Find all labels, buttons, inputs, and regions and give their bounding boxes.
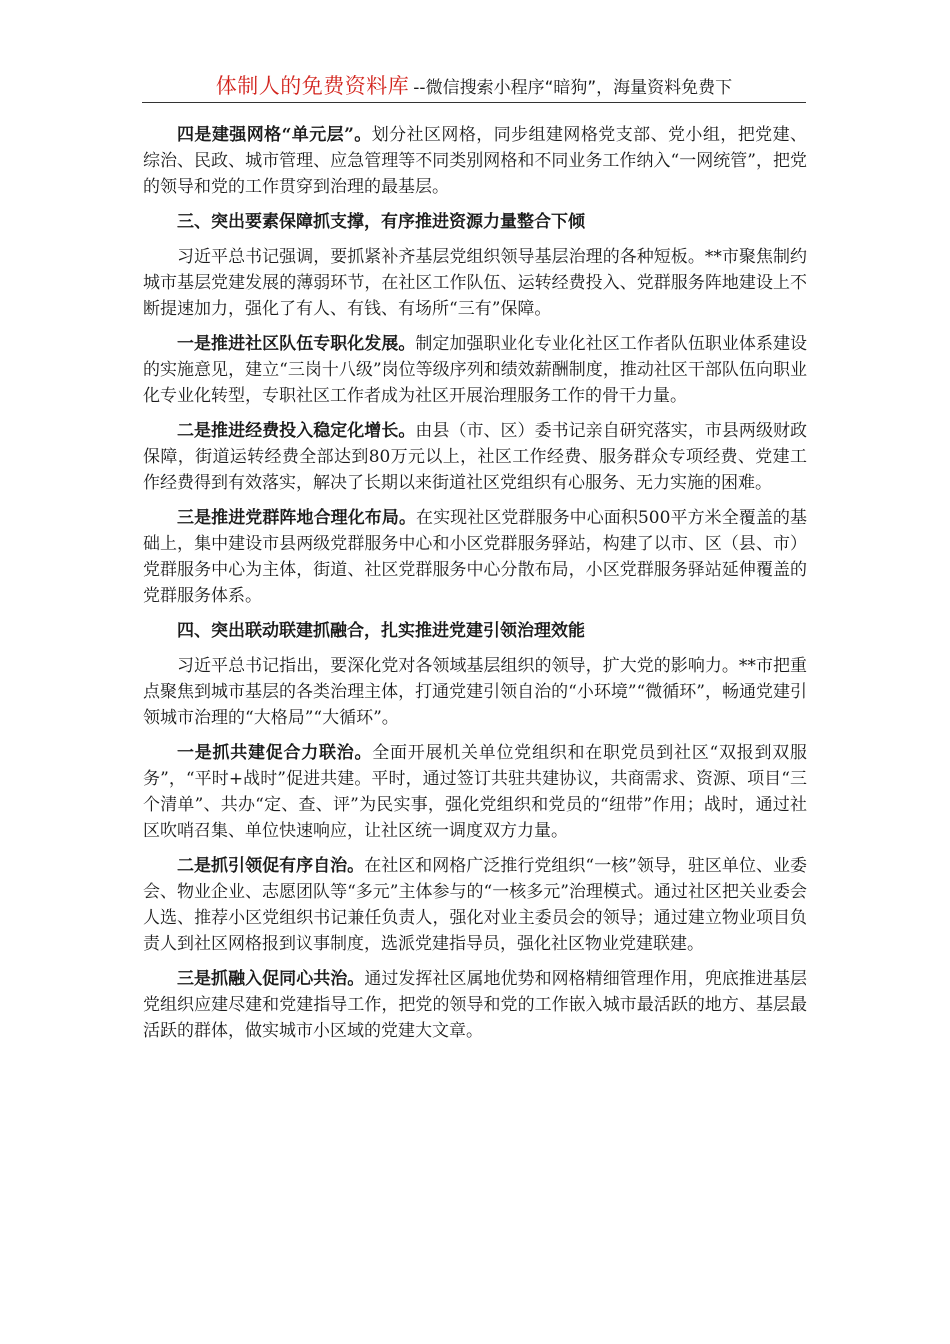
paragraph-text: 习近平总书记强调，要抓紧补齐基层党组织领导基层治理的各种短板。**市聚焦制约城市基层党建发展的薄弱环节，在社区工作队伍、运转经费投入、党群服务阵地建设上不断提速加力，强化了有人、有钱、有场所“三有”保障。 [143, 247, 807, 319]
paragraph-co-governance [143, 966, 807, 1044]
paragraph-lead: 二是推进经费投入稳定化增长。 [177, 421, 416, 441]
section-heading-3: 三、突出要素保障抓支撑，有序推进资源力量整合下倾 [177, 212, 585, 232]
paragraph-grid-unit [143, 122, 807, 200]
paragraph-intro-4 [143, 653, 807, 731]
paragraph-venues [143, 505, 807, 609]
paragraph-text: 制定加强职业化专业化社区工作者队伍职业体系建设的实施意见，建立“三岗十八级”岗位等级序列和绩效薪酬制度，推动社区干部队伍向职业化专业化转型，专职社区工作者成为社区开展治理服务工作的骨干力量。 [143, 334, 808, 406]
paragraph-text: 由县（市、区）委书记亲自研究落实，市县两级财政保障，街道运转经费全部达到80万元以上，社区工作经费、服务群众专项经费、党建工作经费得到有效落实，解决了长期以来街道社区党组织有心服务、无力实施的困难。 [143, 421, 808, 493]
paragraph-lead: 一是抓共建促合力联治。 [177, 743, 373, 763]
paragraph-lead: 四是建强网格“单元层”。 [177, 125, 372, 145]
paragraph-funding [143, 418, 807, 496]
paragraph-co-build [143, 740, 807, 844]
header-brand: 体制人的免费资料库 [215, 74, 410, 98]
paragraph-intro-3 [143, 244, 807, 322]
header-slogan: --微信搜索小程序“暗狗”，海量资料免费下 [413, 78, 733, 98]
paragraph-text: 通过发挥社区属地优势和网格精细管理作用，兜底推进基层党组织应建尽建和党建指导工作，把党的领导和党的工作嵌入城市最活跃的地方、基层最活跃的群体，做实城市小区域的党建大文章。 [143, 969, 808, 1041]
paragraph-text: 在实现社区党群服务中心面积500平方米全覆盖的基础上，集中建设市县两级党群服务中心和小区党群服务驿站，构建了以市、区（县、市）党群服务中心为主体，街道、社区党群服务中心分散布局，小区党群服务驿站延伸覆盖的党群服务体系。 [143, 508, 808, 606]
paragraph-text: 全面开展机关单位党组织和在职党员到社区“双报到双服务”，“平时+战时”促进共建。平时，通过签订共驻共建协议，共商需求、资源、项目“三个清单”、共办“定、查、评”为民实事，强化党组织和党员的“纽带”作用；战时，通过社区吹哨召集、单位快速响应，让社区统一调度双方力量。 [143, 743, 807, 841]
paragraph-team [143, 331, 807, 409]
paragraph-self-governance [143, 853, 807, 957]
page-header [142, 70, 806, 103]
document-body [143, 122, 807, 1053]
paragraph-text: 划分社区网格，同步组建网格党支部、党小组，把党建、综治、民政、城市管理、应急管理等不同类别网格和不同业务工作纳入“一网统管”，把党的领导和党的工作贯穿到治理的最基层。 [143, 125, 807, 197]
paragraph-text: 习近平总书记指出，要深化党对各领域基层组织的领导，扩大党的影响力。**市把重点聚焦到城市基层的各类治理主体，打通党建引领自治的“小环境”“微循环”，畅通党建引领城市治理的“大格局”“大循环”。 [143, 656, 807, 728]
paragraph-lead: 三是抓融入促同心共治。 [177, 969, 365, 989]
paragraph-lead: 三是推进党群阵地合理化布局。 [177, 508, 417, 528]
paragraph-lead: 一是推进社区队伍专职化发展。 [177, 334, 416, 354]
section-heading-4: 四、突出联动联建抓融合，扎实推进党建引领治理效能 [177, 621, 585, 641]
paragraph-text: 在社区和网格广泛推行党组织“一核”领导，驻区单位、业委会、物业企业、志愿团队等“多元”主体参与的“一核多元”治理模式。通过社区把关业委会人选、推荐小区党组织书记兼任负责人，强化对业主委员会的领导；通过建立物业项目负责人到社区网格报到议事制度，选派党建指导员，强化社区物业党建联建。 [143, 856, 807, 954]
paragraph-lead: 二是抓引领促有序自治。 [177, 856, 365, 876]
